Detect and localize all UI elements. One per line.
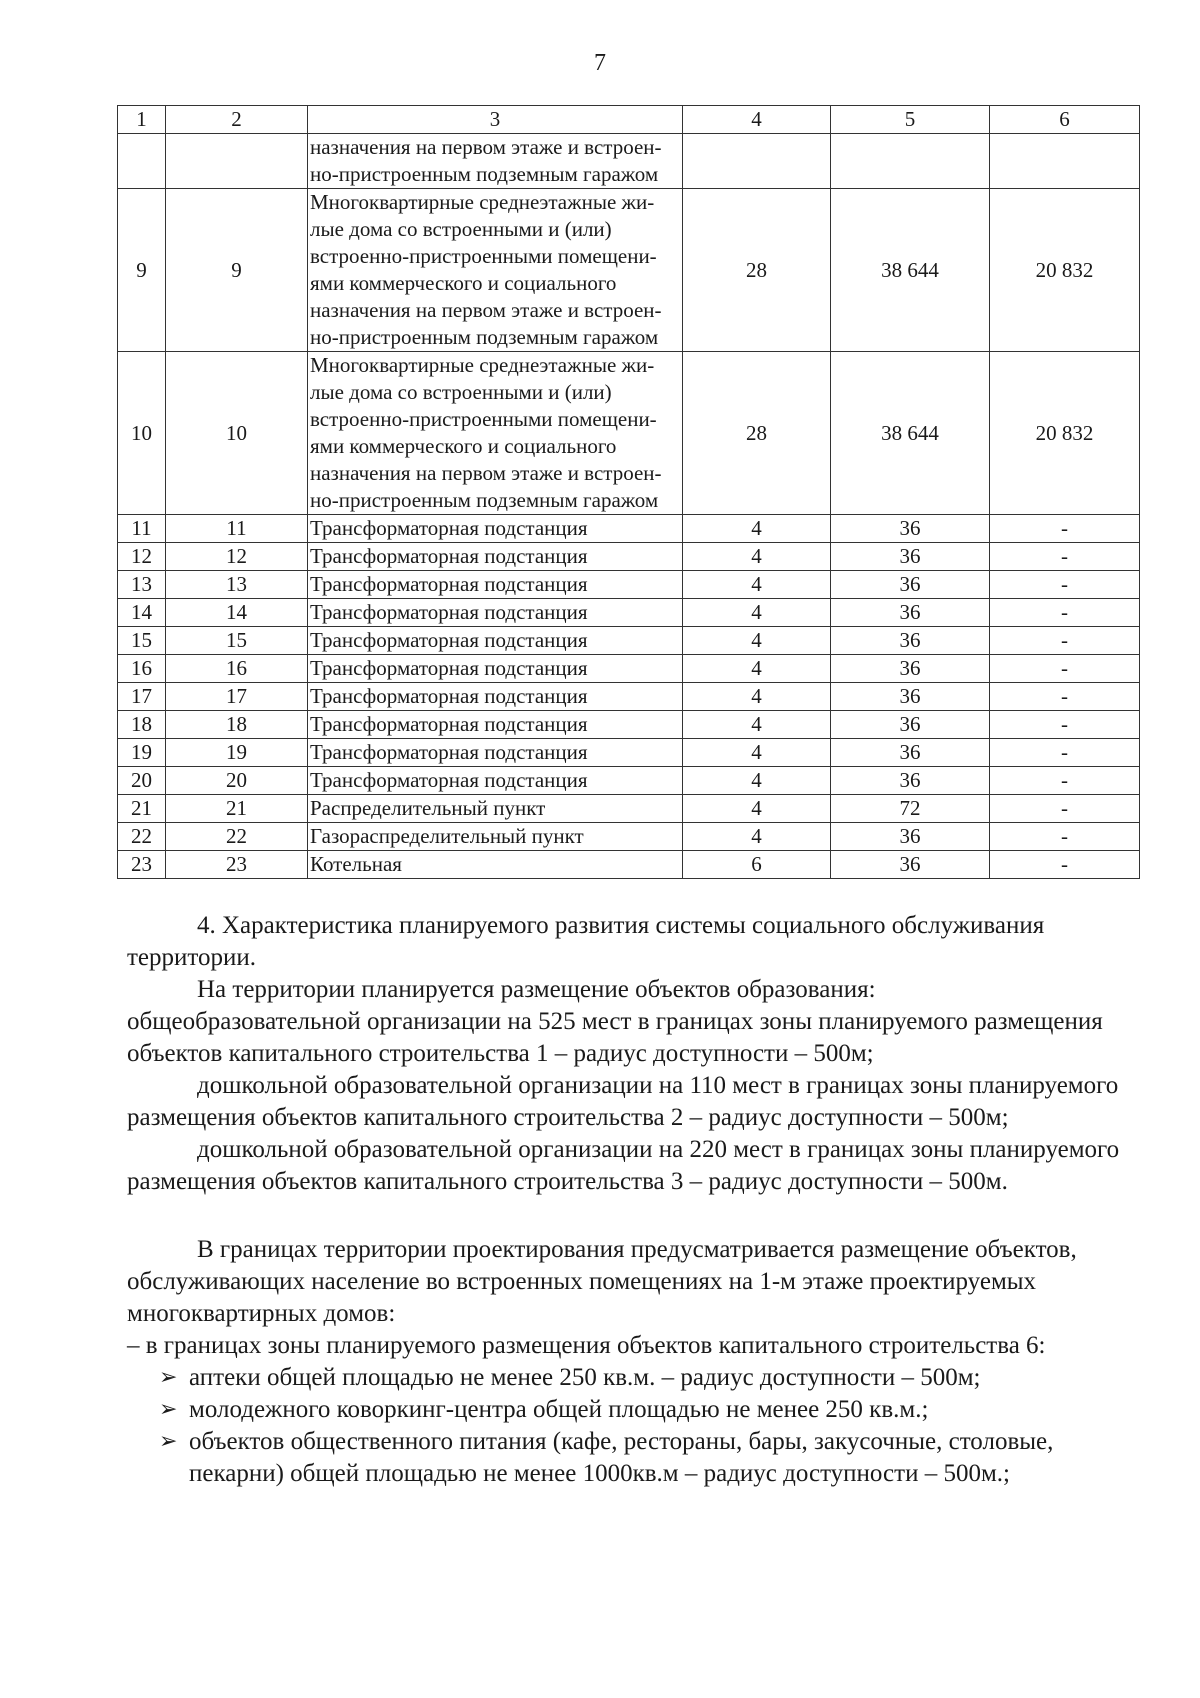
row-number-cell: 19	[118, 739, 166, 767]
object-name-cell: Трансформаторная подстанция	[308, 543, 683, 571]
object-name-cell: Распределительный пункт	[308, 795, 683, 823]
value-cell: 36	[831, 739, 990, 767]
table-row	[118, 543, 1140, 571]
value-cell: 20 832	[990, 189, 1140, 352]
object-name-cell: Многоквартирные среднеэтажные жи- лые дома со встроенными и (или) встроенно-пристроенными помещени- ями коммерческого и социального назначения на первом этаже и встроен- но-пристроенным подземным гаражом	[308, 189, 683, 352]
list-item: ➢ аптеки общей площадью не менее 250 кв.м. – радиус доступности – 500м;	[127, 1362, 1127, 1394]
object-name-cell: Трансформаторная подстанция	[308, 571, 683, 599]
object-name-cell: Трансформаторная подстанция	[308, 515, 683, 543]
value-cell: -	[990, 767, 1140, 795]
value-cell: -	[990, 739, 1140, 767]
table-row	[118, 571, 1140, 599]
value-cell: 28	[683, 352, 831, 515]
value-cell: -	[990, 683, 1140, 711]
zone-number-cell: 17	[166, 683, 308, 711]
zone-number-cell: 14	[166, 599, 308, 627]
table-row	[118, 627, 1140, 655]
value-cell: 36	[831, 767, 990, 795]
header-cell: 4	[683, 106, 831, 134]
table-row	[118, 352, 1140, 515]
value-cell: 4	[683, 571, 831, 599]
table-row	[118, 767, 1140, 795]
zone-number-cell: 21	[166, 795, 308, 823]
value-cell: 4	[683, 655, 831, 683]
value-cell: -	[990, 851, 1140, 879]
value-cell: -	[990, 655, 1140, 683]
value-cell: 36	[831, 711, 990, 739]
header-cell: 6	[990, 106, 1140, 134]
services-list	[127, 1362, 1127, 1490]
table-row	[118, 599, 1140, 627]
value-cell: 36	[831, 683, 990, 711]
table-row	[118, 683, 1140, 711]
header-cell: 3	[308, 106, 683, 134]
zone-number-cell: 20	[166, 767, 308, 795]
table-row	[118, 851, 1140, 879]
row-number-cell: 21	[118, 795, 166, 823]
value-cell: 4	[683, 823, 831, 851]
value-cell: 36	[831, 627, 990, 655]
value-cell: 20 832	[990, 352, 1140, 515]
value-cell: 4	[683, 711, 831, 739]
value-cell: 36	[831, 515, 990, 543]
zone-number-cell: 23	[166, 851, 308, 879]
value-cell: 4	[683, 515, 831, 543]
zone-number-cell: 22	[166, 823, 308, 851]
value-cell: 36	[831, 823, 990, 851]
row-number-cell: 9	[118, 189, 166, 352]
object-name-cell: Трансформаторная подстанция	[308, 711, 683, 739]
value-cell: 36	[831, 543, 990, 571]
section-heading: 4. Характеристика планируемого развития системы социального обслуживания территории.	[127, 912, 1045, 971]
value-cell: -	[990, 627, 1140, 655]
object-name-cell: назначения на первом этаже и встроен- но-пристроенным подземным гаражом	[308, 134, 683, 189]
object-name-cell: Многоквартирные среднеэтажные жи- лые дома со встроенными и (или) встроенно-пристроенными помещени- ями коммерческого и социального назначения на первом этаже и встроен- но-пристроенным подземным гаражом	[308, 352, 683, 515]
row-number-cell: 23	[118, 851, 166, 879]
paragraph: дошкольной образовательной организации на 110 мест в границах зоны планируемого размещения объектов капитального строительства 2 – радиус доступности – 500м;	[127, 1072, 1119, 1131]
value-cell: 72	[831, 795, 990, 823]
object-name-cell: Трансформаторная подстанция	[308, 739, 683, 767]
value-cell: -	[990, 599, 1140, 627]
row-number-cell: 11	[118, 515, 166, 543]
value-cell: 36	[831, 599, 990, 627]
value-cell: 4	[683, 599, 831, 627]
zone-number-cell: 19	[166, 739, 308, 767]
arrowhead-bullet-icon: ➢	[159, 1429, 178, 1454]
value-cell: 36	[831, 571, 990, 599]
value-cell: -	[990, 823, 1140, 851]
header-cell: 2	[166, 106, 308, 134]
value-cell: 38 644	[831, 352, 990, 515]
value-cell: -	[990, 515, 1140, 543]
row-number-cell: 12	[118, 543, 166, 571]
value-cell: 38 644	[831, 189, 990, 352]
list-item: ➢ объектов общественного питания (кафе, рестораны, бары, закусочные, столовые, пекарни) общей площадью не менее 1000кв.м – радиус доступности – 500м.;	[159, 1428, 1054, 1487]
value-cell: 4	[683, 767, 831, 795]
header-cell: 1	[118, 106, 166, 134]
table-row-continuation	[118, 134, 1140, 189]
value-cell: 4	[683, 739, 831, 767]
header-cell: 5	[831, 106, 990, 134]
object-name-cell: Газораспределительный пункт	[308, 823, 683, 851]
table-row	[118, 739, 1140, 767]
row-number-cell: 20	[118, 767, 166, 795]
row-number-cell: 15	[118, 627, 166, 655]
table-row	[118, 823, 1140, 851]
row-number-cell: 14	[118, 599, 166, 627]
body-text	[127, 910, 1127, 1490]
row-number-cell: 18	[118, 711, 166, 739]
table-row	[118, 515, 1140, 543]
zone-number-cell: 13	[166, 571, 308, 599]
arrowhead-bullet-icon: ➢	[159, 1365, 178, 1390]
value-cell: -	[990, 543, 1140, 571]
row-number-cell: 17	[118, 683, 166, 711]
object-name-cell: Трансформаторная подстанция	[308, 599, 683, 627]
value-cell: 28	[683, 189, 831, 352]
paragraph: дошкольной образовательной организации на 220 мест в границах зоны планируемого размещения объектов капитального строительства 3 – радиус доступности – 500м.	[127, 1136, 1120, 1195]
table-header-row	[118, 106, 1140, 134]
value-cell: 4	[683, 543, 831, 571]
list-item: ➢ молодежного коворкинг-центра общей площадью не менее 250 кв.м.;	[127, 1394, 1127, 1426]
zone-number-cell: 10	[166, 352, 308, 515]
table-row	[118, 711, 1140, 739]
table-row	[118, 655, 1140, 683]
value-cell: 4	[683, 683, 831, 711]
table-body-short-rows	[118, 515, 1140, 879]
object-name-cell: Трансформаторная подстанция	[308, 627, 683, 655]
value-cell: 4	[683, 627, 831, 655]
row-number-cell: 13	[118, 571, 166, 599]
object-name-cell: Трансформаторная подстанция	[308, 683, 683, 711]
value-cell: -	[990, 571, 1140, 599]
row-number-cell: 10	[118, 352, 166, 515]
value-cell: 6	[683, 851, 831, 879]
zone-number-cell: 11	[166, 515, 308, 543]
zone-number-cell: 15	[166, 627, 308, 655]
zone-number-cell: 16	[166, 655, 308, 683]
zone-number-cell: 9	[166, 189, 308, 352]
paragraph: На территории планируется размещение объектов образования:	[197, 976, 876, 1003]
arrowhead-bullet-icon: ➢	[159, 1397, 178, 1422]
row-number-cell: 16	[118, 655, 166, 683]
value-cell: 4	[683, 795, 831, 823]
zone-number-cell: 18	[166, 711, 308, 739]
page-number: 7	[594, 50, 606, 76]
value-cell: 36	[831, 655, 990, 683]
paragraph: – в границах зоны планируемого размещения объектов капитального строительства 6:	[127, 1332, 1046, 1359]
objects-table	[117, 105, 1140, 879]
paragraph: общеобразовательной организации на 525 мест в границах зоны планируемого размещения объектов капитального строительства 1 – радиус доступности – 500м;	[127, 1008, 1103, 1067]
object-name-cell: Котельная	[308, 851, 683, 879]
row-number-cell: 22	[118, 823, 166, 851]
object-name-cell: Трансформаторная подстанция	[308, 655, 683, 683]
value-cell: 36	[831, 851, 990, 879]
value-cell: -	[990, 711, 1140, 739]
object-name-cell: Трансформаторная подстанция	[308, 767, 683, 795]
zone-number-cell: 12	[166, 543, 308, 571]
paragraph: В границах территории проектирования предусматривается размещение объектов, обслуживающих население во встроенных помещениях на 1-м этаже проектируемых многоквартирных домов:	[127, 1236, 1077, 1327]
value-cell: -	[990, 795, 1140, 823]
table-row	[118, 795, 1140, 823]
table-row	[118, 189, 1140, 352]
